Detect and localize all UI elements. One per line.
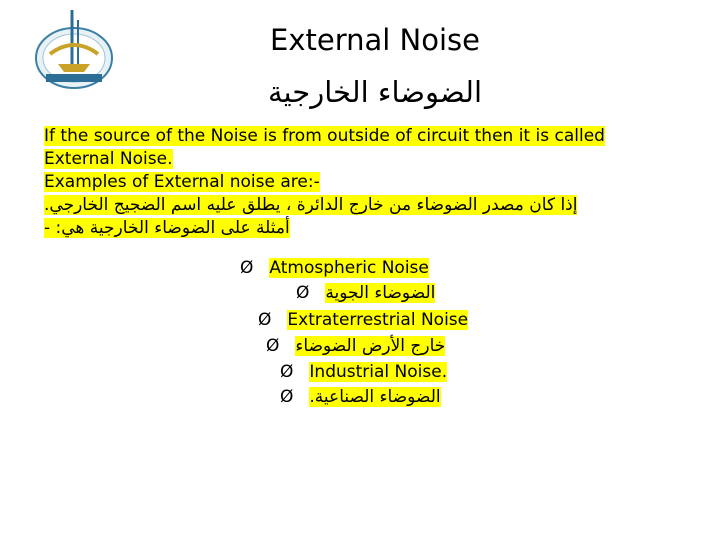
list-item [280,361,447,384]
list-item [240,257,429,280]
arrow-bullet-icon: Ø [280,362,294,382]
list-item [296,282,435,305]
arrow-bullet-icon: Ø [240,258,254,278]
body-line-arabic [44,194,714,217]
body-line-text: If the source of the Noise is from outside of circuit then it is called [44,126,605,146]
list-item-text: Extraterrestrial Noise [287,310,469,330]
list-item [266,335,445,358]
list-item-text: الضوضاء الصناعية. [309,387,441,407]
body-line-text: إذا كان مصدر الضوضاء من خارج الدائرة ، يطلق عليه اسم الضجيج الخارجي. [44,195,578,215]
body-line [44,148,714,171]
arrow-bullet-icon: Ø [280,387,294,407]
body-line-text: أمثلة على الضوضاء الخارجية هي: - [44,218,290,238]
body-line-text: External Noise. [44,149,173,169]
body-line-arabic [44,217,714,240]
body-line-text: Examples of External noise are:- [44,172,320,192]
body-line [44,125,714,148]
arrow-bullet-icon: Ø [266,336,280,356]
list-item-text: الضوضاء الجوية [325,283,436,303]
body-text [44,125,714,240]
body-line [44,171,714,194]
list-item [258,309,468,332]
page-title: External Noise [270,23,480,57]
list-item [280,386,441,409]
list-item-text: Atmospheric Noise [269,258,429,278]
list-item-text: خارج الأرض الضوضاء [295,336,446,356]
arrow-bullet-icon: Ø [258,310,272,330]
arrow-bullet-icon: Ø [296,283,310,303]
page-title-arabic: الضوضاء الخارجية [267,75,483,109]
list-item-text: Industrial Noise. [309,362,448,382]
